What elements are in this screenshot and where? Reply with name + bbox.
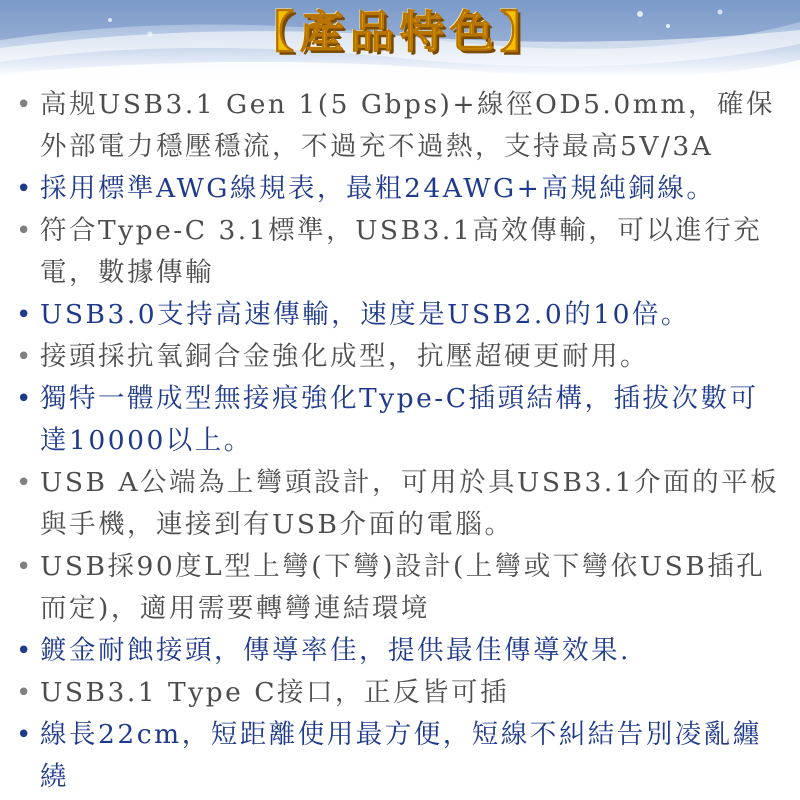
bullet-icon: • — [16, 468, 34, 498]
feature-text: 採用標準AWG線規表，最粗24AWG+高規純銅線。 — [40, 173, 716, 204]
feature-item — [0, 462, 800, 546]
header-banner — [0, 0, 800, 78]
feature-text: USB3.1 Type C接口，正反皆可插 — [40, 677, 510, 708]
bullet-icon: • — [16, 678, 34, 708]
bullet-icon: • — [16, 216, 34, 246]
feature-item — [0, 84, 800, 168]
page-title: 【產品特色】 — [250, 7, 550, 58]
feature-text: 符合Type-C 3.1標準，USB3.1高效傳輸，可以進行充電，數據傳輸 — [40, 215, 763, 288]
feature-item — [0, 630, 800, 672]
feature-text: USB A公端為上彎頭設計，可用於具USB3.1介面的平板與手機，連接到有USB介面的電腦。 — [40, 467, 780, 540]
feature-item — [0, 168, 800, 210]
feature-list — [0, 84, 800, 798]
feature-item — [0, 378, 800, 462]
bullet-icon: • — [16, 174, 34, 204]
feature-text: 接頭採抗氧銅合金強化成型，抗壓超硬更耐用。 — [40, 341, 649, 372]
bullet-icon: • — [16, 636, 34, 666]
feature-text: 線長22cm，短距離使用最方便，短線不糾結告別凌亂纏繞 — [40, 719, 762, 792]
feature-item — [0, 294, 800, 336]
bullet-icon: • — [16, 384, 34, 414]
bullet-icon: • — [16, 342, 34, 372]
feature-item — [0, 546, 800, 630]
bullet-icon: • — [16, 300, 34, 330]
bullet-icon: • — [16, 552, 34, 582]
feature-text: 高规USB3.1 Gen 1(5 Gbps)+線徑OD5.0mm，確保外部電力穩壓穩流，不過充不過熱，支持最高5V/3A — [40, 89, 775, 162]
feature-text: 鍍金耐蝕接頭，傳導率佳，提供最佳傳導效果. — [40, 635, 631, 666]
feature-item — [0, 672, 800, 714]
feature-item — [0, 210, 800, 294]
feature-item — [0, 336, 800, 378]
feature-text: USB採90度L型上彎(下彎)設計(上彎或下彎依USB插孔而定)，適用需要轉彎連結環境 — [40, 551, 766, 624]
bullet-icon: • — [16, 90, 34, 120]
feature-text: USB3.0支持高速傳輸，速度是USB2.0的10倍。 — [40, 299, 690, 330]
feature-text: 獨特一體成型無接痕強化Type-C插頭結構，插拔次數可達10000以上。 — [40, 383, 759, 456]
feature-item — [0, 714, 800, 798]
bullet-icon: • — [16, 720, 34, 750]
